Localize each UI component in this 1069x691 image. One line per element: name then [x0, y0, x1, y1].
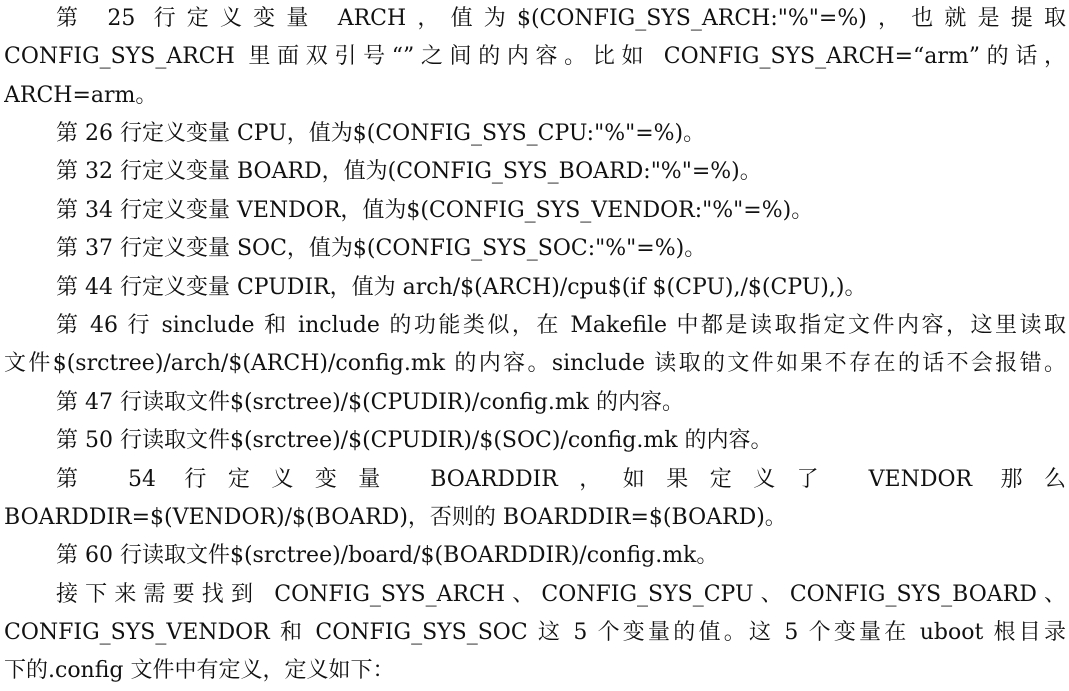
paragraph-line-vendor: 第 34 行定义变量 VENDOR，值为$(CONFIG_SYS_VENDOR:"%"=%)。: [56, 198, 814, 223]
paragraph-line-soc: 第 37 行定义变量 SOC，值为$(CONFIG_SYS_SOC:"%"=%)。: [56, 236, 707, 261]
paragraph-line-cpu: 第 26 行定义变量 CPU，值为$(CONFIG_SYS_CPU:"%"=%)。: [56, 121, 706, 146]
paragraph-line-next: 接下来需要找到 CONFIG_SYS_ARCH、CONFIG_SYS_CPU、CONFIG_SYS_BOARD、: [56, 582, 1066, 607]
paragraph-line-board: 第 32 行定义变量 BOARD，值为(CONFIG_SYS_BOARD:"%"=%)。: [56, 159, 762, 184]
paragraph-line-boarddir-cont: BOARDDIR=$(VENDOR)/$(BOARD)，否则的 BOARDDIR=$(BOARD)。: [4, 505, 787, 530]
paragraph-line-sinclude: 第 46 行 sinclude 和 include 的功能类似，在 Makefile 中都是读取指定文件内容，这里读取: [56, 313, 1066, 338]
paragraph-line-cpudir: 第 44 行定义变量 CPUDIR，值为 arch/$(ARCH)/cpu$(if $(CPU),/$(CPU),)。: [56, 275, 867, 300]
paragraph-line-board-config: 第 60 行读取文件$(srctree)/board/$(BOARDDIR)/config.mk。: [56, 543, 719, 568]
paragraph-line-arch-end: ARCH=arm。: [4, 83, 158, 108]
paragraph-line-sinclude-cont: 文件$(srctree)/arch/$(ARCH)/config.mk 的内容。sinclude 读取的文件如果不存在的话不会报错。: [4, 351, 1066, 376]
paragraph-line-next-cont: CONFIG_SYS_VENDOR 和 CONFIG_SYS_SOC 这 5 个变量的值。这 5 个变量在 uboot 根目录: [4, 620, 1066, 645]
paragraph-line-boarddir: 第 54 行定义变量 BOARDDIR，如果定义了 VENDOR 那么: [56, 467, 1066, 492]
paragraph-line-next-end: 下的.config 文件中有定义，定义如下：: [4, 658, 395, 683]
paragraph-line-cpudir-config: 第 47 行读取文件$(srctree)/$(CPUDIR)/config.mk 的内容。: [56, 390, 685, 415]
paragraph-line-soc-config: 第 50 行读取文件$(srctree)/$(CPUDIR)/$(SOC)/config.mk 的内容。: [56, 428, 773, 453]
paragraph-line-arch: 第 25 行定义变量 ARCH，值为$(CONFIG_SYS_ARCH:"%"=%)，也就是提取: [56, 6, 1066, 31]
paragraph-line-arch-cont: CONFIG_SYS_ARCH 里面双引号“”之间的内容。比如 CONFIG_SYS_ARCH=“arm”的话，: [4, 44, 1066, 69]
